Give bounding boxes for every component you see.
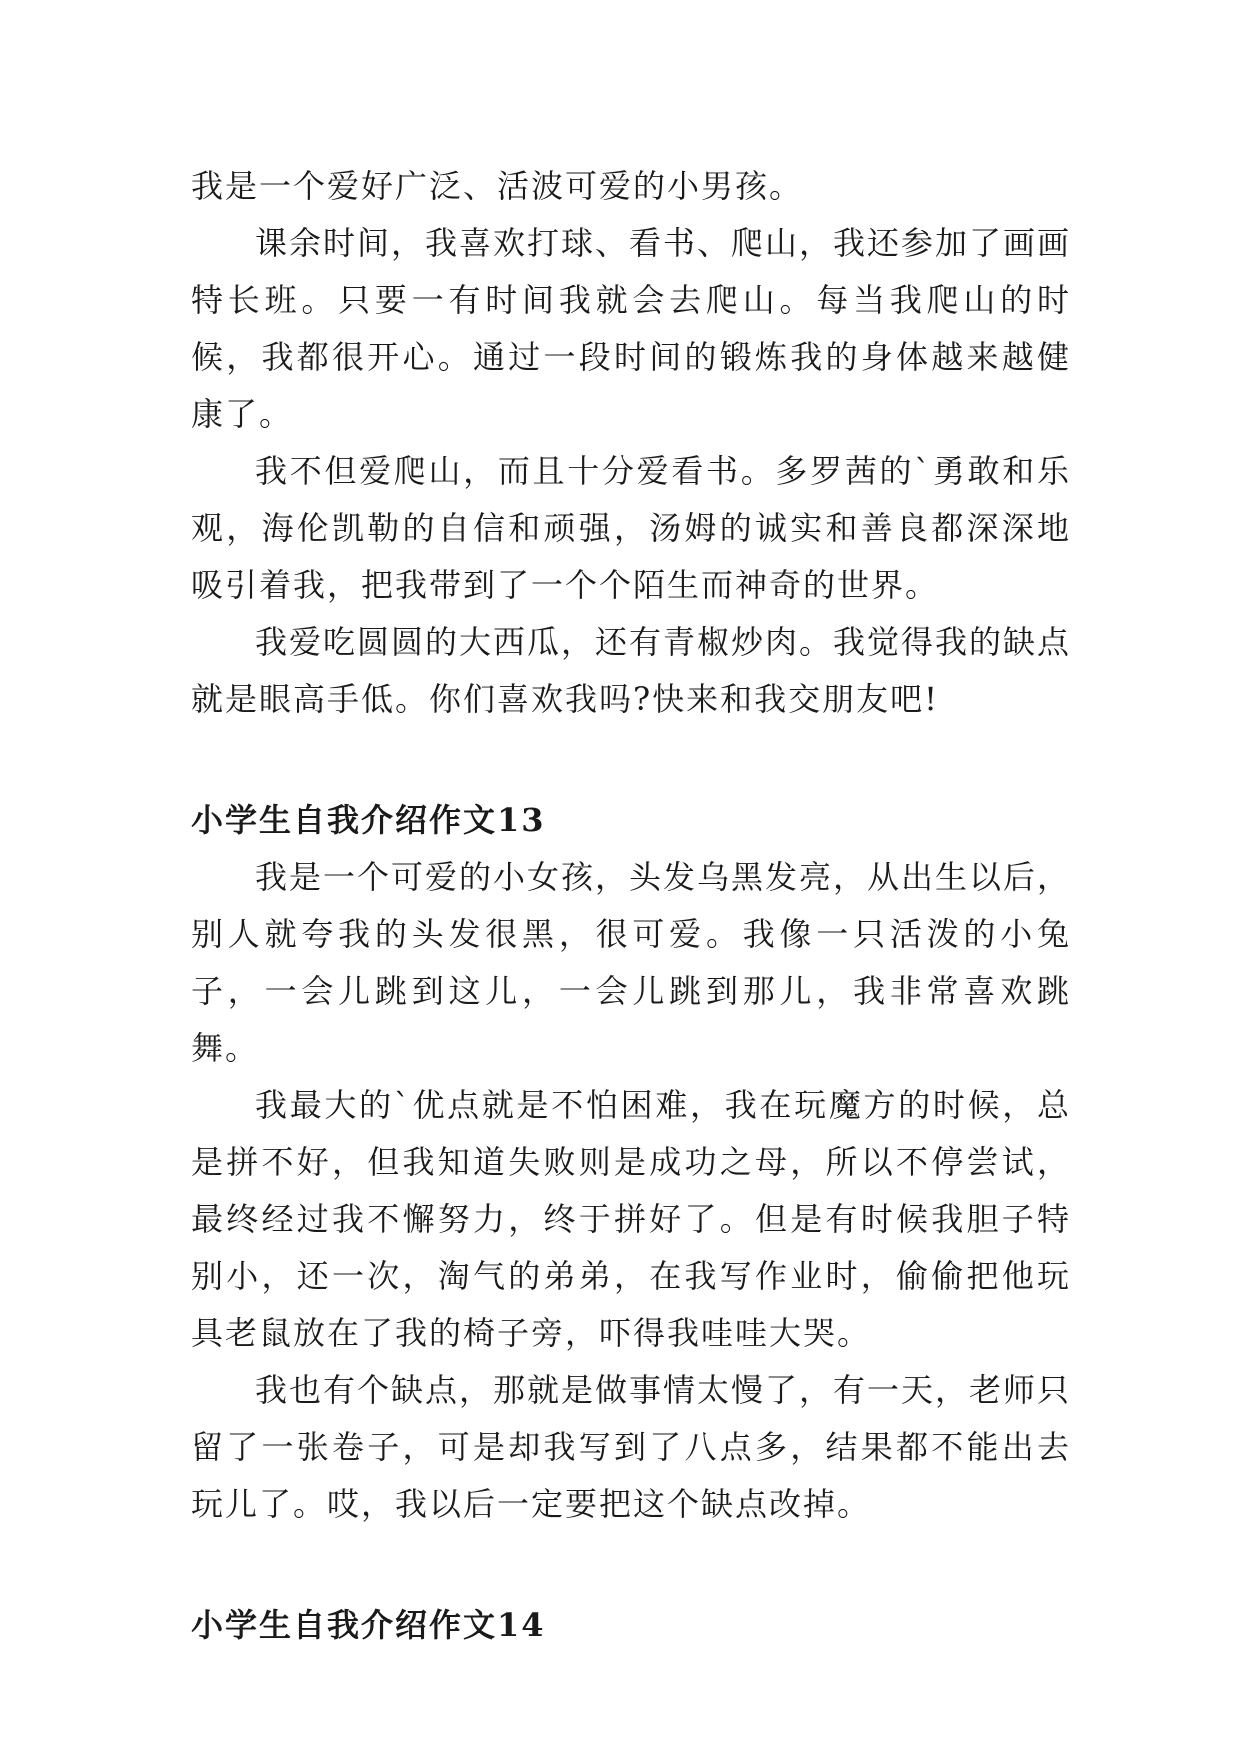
section-title-14: 小学生自我介绍作文14 <box>191 1606 546 1644</box>
paragraph: 我是一个爱好广泛、活波可爱的小男孩。 <box>191 167 804 205</box>
paragraph: 我爱吃圆圆的大西瓜，还有青椒炒肉。我觉得我的缺点就是眼高手低。你们喜欢我吗?快来和我交朋友吧! <box>191 623 1072 718</box>
section-spacer <box>191 728 1071 792</box>
paragraph: 我不但爱爬山，而且十分爱看书。多罗茜的`勇敢和乐观，海伦凯勒的自信和顽强，汤姆的诚实和善良都深深地吸引着我，把我带到了一个个陌生而神奇的世界。 <box>191 452 1071 604</box>
paragraph: 课余时间，我喜欢打球、看书、爬山，我还参加了画画特长班。只要一有时间我就会去爬山。每当我爬山的时候，我都很开心。通过一段时间的锻炼我的身体越来越健康了。 <box>191 224 1072 433</box>
section-title-13: 小学生自我介绍作文13 <box>191 801 546 839</box>
section-spacer <box>191 1533 1071 1597</box>
document-body <box>191 158 1071 1654</box>
paragraph: 我是一个可爱的小女孩，头发乌黑发亮，从出生以后，别人就夸我的头发很黑，很可爱。我像一只活泼的小兔子，一会儿跳到这儿，一会儿跳到那儿，我非常喜欢跳舞。 <box>191 858 1072 1067</box>
paragraph: 我最大的`优点就是不怕困难，我在玩魔方的时候，总是拼不好，但我知道失败则是成功之母，所以不停尝试，最终经过我不懈努力，终于拼好了。但是有时候我胆子特别小，还一次，淘气的弟弟，在我写作业时，偷偷把他玩具老鼠放在了我的椅子旁，吓得我哇哇大哭。 <box>191 1086 1071 1352</box>
paragraph: 我也有个缺点，那就是做事情太慢了，有一天，老师只留了一张卷子，可是却我写到了八点多，结果都不能出去玩儿了。哎，我以后一定要把这个缺点改掉。 <box>191 1371 1072 1523</box>
